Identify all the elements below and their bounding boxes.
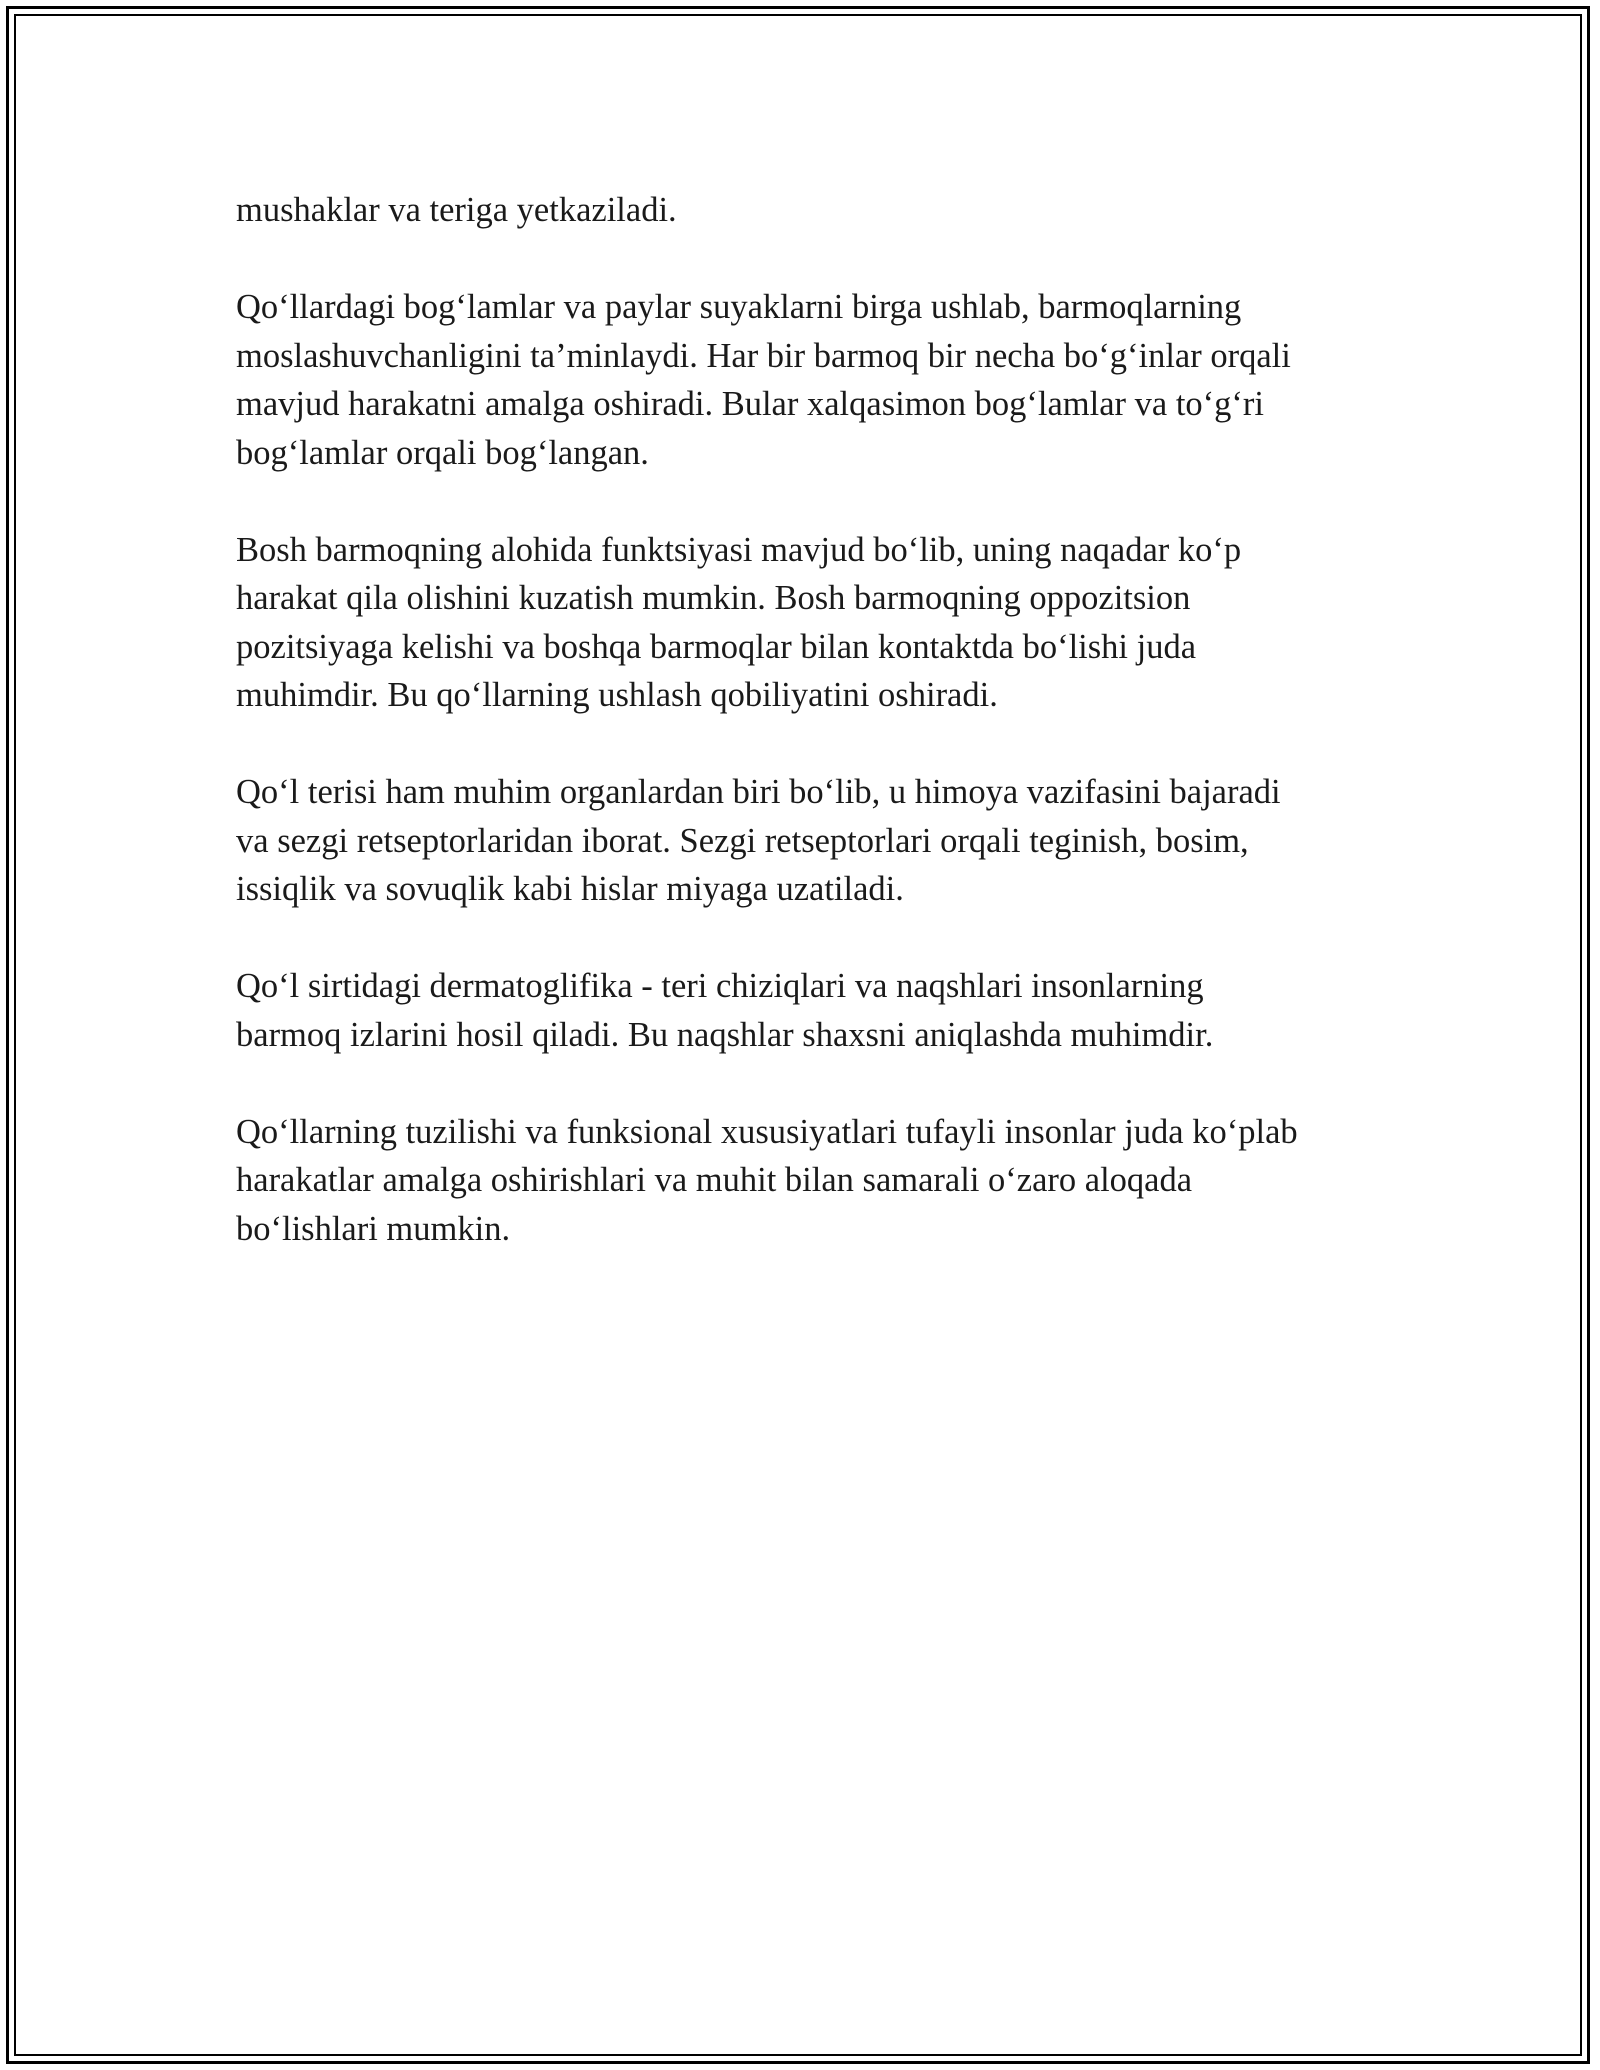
- paragraph-5: Qo‘l sirtidagi dermatoglifika - teri chiziqlari va naqshlari insonlarning barmoq izlarini hosil qiladi. Bu naqshlar shaxsni aniqlashda muhimdir.: [236, 967, 1214, 1054]
- paragraph-1: mushaklar va teriga yetkaziladi.: [236, 191, 677, 229]
- paragraph-6: Qo‘llarning tuzilishi va funksional xususiyatlari tufayli insonlar juda ko‘plab harakatlar amalga oshirishlari va muhit bilan samarali o‘zaro aloqada bo‘lishlari mumkin.: [236, 1112, 1298, 1248]
- paragraph-4: Qo‘l terisi ham muhim organlardan biri bo‘lib, u himoya vazifasini bajaradi va sezgi retseptorlaridan iborat. Sezgi retseptorlari orqali teginish, bosim, issiqlik va sovuqlik kabi hislar miyaga uzatiladi.: [236, 773, 1281, 908]
- document-body: [236, 186, 1386, 1302]
- paragraph-2: Qo‘llardagi bog‘lamlar va paylar suyaklarni birga ushlab, barmoqlarning moslashuvchanligini ta’minlaydi. Har bir barmoq bir necha bo‘g‘inlar orqali mavjud harakatni amalga oshiradi. Bular xalqasimon bog‘lamlar va to‘g‘ri bog‘lamlar orqali bog‘langan.: [236, 288, 1291, 472]
- paragraph-3: Bosh barmoqning alohida funktsiyasi mavjud bo‘lib, uning naqadar ko‘p harakat qila olishini kuzatish mumkin. Bosh barmoqning oppozitsion pozitsiyaga kelishi va boshqa barmoqlar bilan kontaktda bo‘lishi juda muhimdir. Bu qo‘llarning ushlash qobiliyatini oshiradi.: [236, 530, 1242, 714]
